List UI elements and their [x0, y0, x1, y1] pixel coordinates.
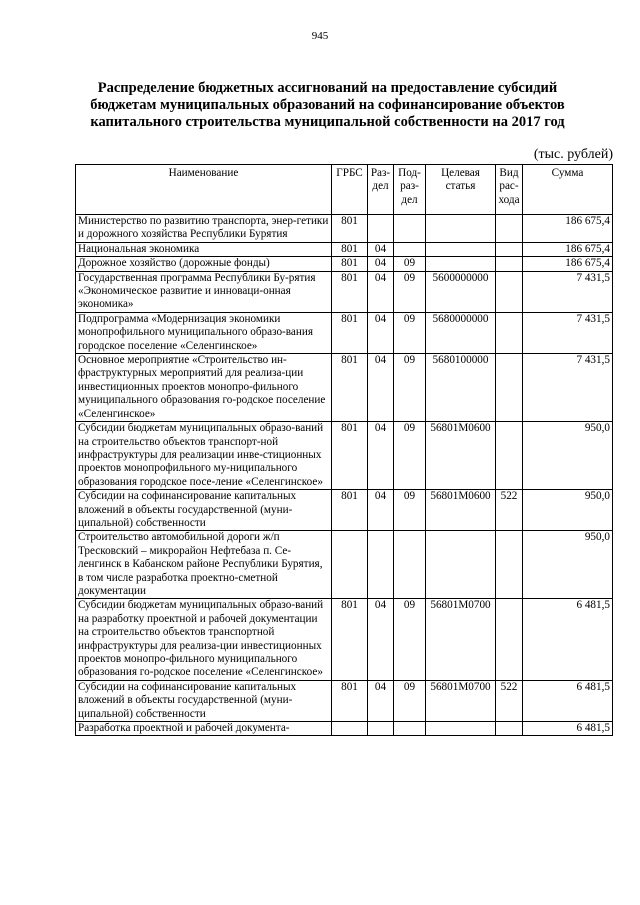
- cell-grbs: 801: [332, 490, 368, 531]
- table-row: [76, 242, 613, 256]
- cell-target: 5680100000: [426, 354, 496, 422]
- cell-podrazdel: 09: [394, 312, 426, 353]
- cell-name: Субсидии бюджетам муниципальных образо-ваний на строительство объектов транспорт-ной инфраструктуры для реализации инве-стиционных проектов монопрофильного му-ниципального образования городское посе-ление «Селенгинское»: [76, 422, 332, 490]
- cell-podrazdel: [394, 215, 426, 243]
- cell-vid: 522: [496, 680, 523, 721]
- cell-podrazdel: 09: [394, 599, 426, 680]
- cell-razdel: 04: [368, 312, 394, 353]
- cell-podrazdel: 09: [394, 680, 426, 721]
- table-body: [76, 215, 613, 736]
- cell-vid: [496, 722, 523, 736]
- cell-vid: [496, 531, 523, 599]
- cell-razdel: [368, 531, 394, 599]
- cell-target: 56801М0700: [426, 680, 496, 721]
- cell-target: 5680000000: [426, 312, 496, 353]
- cell-razdel: 04: [368, 354, 394, 422]
- cell-grbs: 801: [332, 271, 368, 312]
- table-row: [76, 722, 613, 736]
- cell-razdel: 04: [368, 271, 394, 312]
- cell-grbs: 801: [332, 312, 368, 353]
- cell-target: [426, 215, 496, 243]
- table-row: [76, 599, 613, 680]
- cell-name: Дорожное хозяйство (дорожные фонды): [76, 257, 332, 271]
- cell-sum: 186 675,4: [523, 242, 613, 256]
- cell-vid: [496, 215, 523, 243]
- cell-grbs: [332, 531, 368, 599]
- cell-razdel: [368, 722, 394, 736]
- cell-vid: [496, 242, 523, 256]
- cell-sum: 950,0: [523, 490, 613, 531]
- cell-podrazdel: 09: [394, 354, 426, 422]
- page-number: 945: [311, 30, 329, 42]
- cell-grbs: 801: [332, 257, 368, 271]
- table-row: [76, 680, 613, 721]
- cell-vid: 522: [496, 490, 523, 531]
- cell-sum: 7 431,5: [523, 312, 613, 353]
- cell-target: 56801М0600: [426, 490, 496, 531]
- cell-sum: 6 481,5: [523, 680, 613, 721]
- document-title: [60, 80, 595, 131]
- cell-grbs: [332, 722, 368, 736]
- budget-table: [75, 164, 613, 736]
- cell-grbs: 801: [332, 215, 368, 243]
- cell-target: 56801М0700: [426, 599, 496, 680]
- cell-name: Министерство по развитию транспорта, энер-гетики и дорожного хозяйства Республики Бурятия: [76, 215, 332, 243]
- cell-name: Основное мероприятие «Строительство ин-фраструктурных мероприятий для реализа-ции инвестиционных проектов монопро-фильного муниципального образования го-родское поселение «Селенгинское»: [76, 354, 332, 422]
- cell-vid: [496, 312, 523, 353]
- title-line-3: капитального строительства муниципальной собственности на 2017 год: [90, 114, 565, 130]
- cell-sum: 7 431,5: [523, 271, 613, 312]
- cell-target: [426, 531, 496, 599]
- cell-target: 5600000000: [426, 271, 496, 312]
- table-row: [76, 422, 613, 490]
- cell-sum: 6 481,5: [523, 599, 613, 680]
- title-line-1: Распределение бюджетных ассигнований на предоставление субсидий: [97, 80, 558, 96]
- cell-grbs: 801: [332, 599, 368, 680]
- cell-sum: 950,0: [523, 531, 613, 599]
- cell-grbs: 801: [332, 354, 368, 422]
- cell-podrazdel: [394, 531, 426, 599]
- cell-podrazdel: [394, 722, 426, 736]
- cell-grbs: 801: [332, 680, 368, 721]
- cell-podrazdel: 09: [394, 271, 426, 312]
- header-name: Наименование: [76, 165, 332, 215]
- cell-name: Государственная программа Республики Бу-рятия «Экономическое развитие и инноваци-онная экономика»: [76, 271, 332, 312]
- cell-vid: [496, 257, 523, 271]
- table-row: [76, 257, 613, 271]
- header-podrazdel: Под-раз-дел: [394, 165, 426, 215]
- cell-target: [426, 242, 496, 256]
- cell-razdel: 04: [368, 242, 394, 256]
- cell-podrazdel: 09: [394, 257, 426, 271]
- cell-name: Строительство автомобильной дороги ж/п Тресковский – микрорайон Нефтебаза п. Се-ленгинск в Кабанском районе Республики Бурятия, в том числе разработка проектно-сметной документации: [76, 531, 332, 599]
- cell-razdel: 04: [368, 490, 394, 531]
- cell-podrazdel: 09: [394, 490, 426, 531]
- table-row: [76, 354, 613, 422]
- cell-grbs: 801: [332, 242, 368, 256]
- cell-name: Разработка проектной и рабочей документа-: [76, 722, 332, 736]
- cell-razdel: 04: [368, 680, 394, 721]
- cell-sum: 7 431,5: [523, 354, 613, 422]
- cell-name: Подпрограмма «Модернизация экономики монопрофильного муниципального образо-вания городское поселение «Селенгинское»: [76, 312, 332, 353]
- table-row: [76, 271, 613, 312]
- cell-podrazdel: [394, 242, 426, 256]
- header-target: Целевая статья: [426, 165, 496, 215]
- title-line-2: бюджетам муниципальных образований на софинансирование объектов: [90, 97, 565, 113]
- cell-name: Субсидии бюджетам муниципальных образо-ваний на разработку проектной и рабочей документации на строительство объектов транспортной инфраструктуры для реализа-ции инвестиционных проектов монопро-фильного муниципального образования го-родское поселение «Селенгинское»: [76, 599, 332, 680]
- cell-razdel: 04: [368, 599, 394, 680]
- cell-grbs: 801: [332, 422, 368, 490]
- table-row: [76, 215, 613, 243]
- cell-sum: 6 481,5: [523, 722, 613, 736]
- cell-razdel: [368, 215, 394, 243]
- cell-sum: 186 675,4: [523, 257, 613, 271]
- cell-sum: 186 675,4: [523, 215, 613, 243]
- table-row: [76, 312, 613, 353]
- header-vid: Вид рас-хода: [496, 165, 523, 215]
- cell-target: 56801М0600: [426, 422, 496, 490]
- cell-target: [426, 722, 496, 736]
- table-header-row: [76, 165, 613, 215]
- table-row: [76, 531, 613, 599]
- header-sum: Сумма: [523, 165, 613, 215]
- cell-name: Национальная экономика: [76, 242, 332, 256]
- cell-vid: [496, 271, 523, 312]
- cell-vid: [496, 599, 523, 680]
- cell-razdel: 04: [368, 257, 394, 271]
- cell-vid: [496, 354, 523, 422]
- table-row: [76, 490, 613, 531]
- cell-podrazdel: 09: [394, 422, 426, 490]
- cell-vid: [496, 422, 523, 490]
- cell-name: Субсидии на софинансирование капитальных вложений в объекты государственной (муни-ципальной) собственности: [76, 680, 332, 721]
- cell-name: Субсидии на софинансирование капитальных вложений в объекты государственной (муни-ципальной) собственности: [76, 490, 332, 531]
- cell-target: [426, 257, 496, 271]
- header-razdel: Раз-дел: [368, 165, 394, 215]
- header-grbs: ГРБС: [332, 165, 368, 215]
- cell-sum: 950,0: [523, 422, 613, 490]
- cell-razdel: 04: [368, 422, 394, 490]
- units-label: (тыс. рублей): [533, 147, 613, 162]
